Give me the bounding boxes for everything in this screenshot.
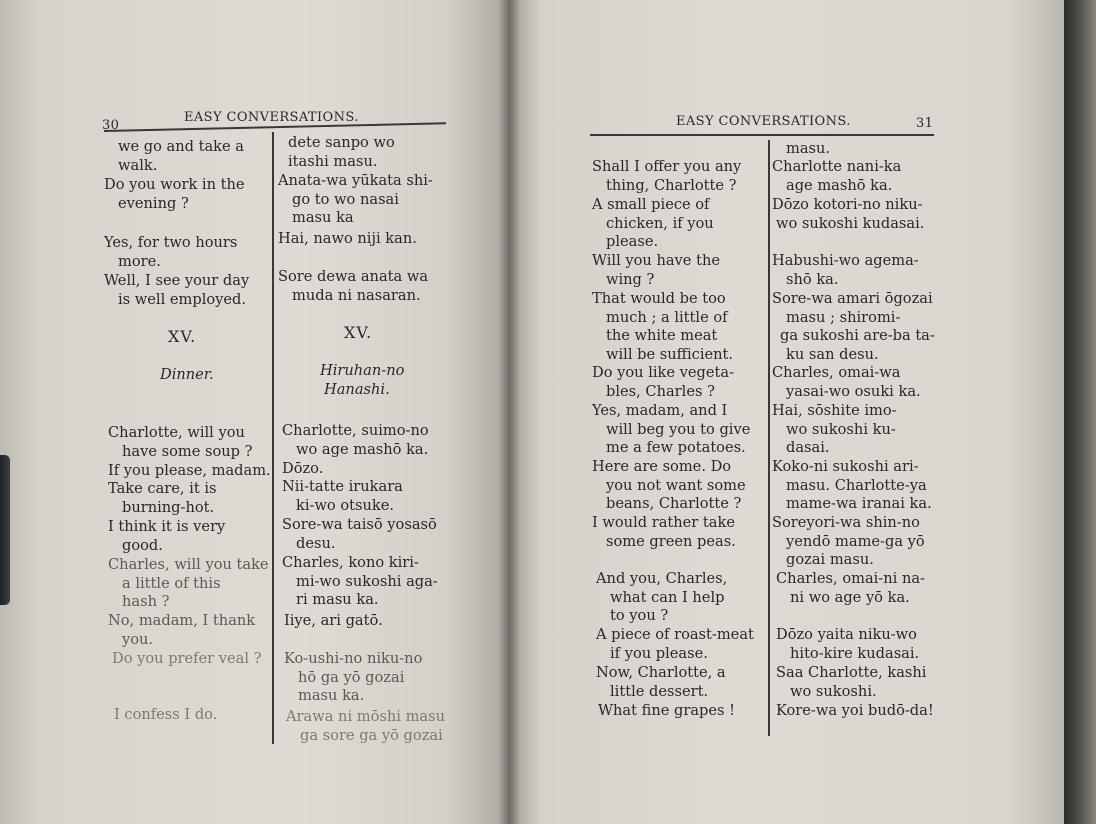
line: Dōzo kotori-no niku- xyxy=(772,196,923,213)
entry xyxy=(278,268,428,305)
line: What fine grapes ! xyxy=(598,702,736,719)
line: yendō mame-ga yō xyxy=(786,532,925,550)
entry xyxy=(592,514,736,551)
line: age mashō ka. xyxy=(786,176,893,194)
entry xyxy=(772,364,921,401)
entry xyxy=(592,458,746,514)
entry xyxy=(786,140,830,159)
header-rule-right xyxy=(590,134,934,136)
entry xyxy=(596,664,726,701)
column-rule-right xyxy=(768,140,770,736)
line: you not want some xyxy=(606,476,746,494)
line: some green peas. xyxy=(606,532,736,550)
line: wo sukoshi. xyxy=(790,682,877,700)
line: hō ga yō gozai xyxy=(298,668,405,686)
entry xyxy=(772,252,919,289)
entry xyxy=(592,252,720,289)
line: That would be too xyxy=(592,290,726,307)
line: Will you have the xyxy=(592,252,720,269)
line: Koko-ni sukoshi ari- xyxy=(772,458,919,475)
line: itashi masu. xyxy=(288,152,378,170)
running-head-right: EASY CONVERSATIONS. xyxy=(676,114,851,129)
entry xyxy=(104,272,266,309)
line: ku san desu. xyxy=(786,345,879,363)
entry xyxy=(114,706,280,725)
entry xyxy=(278,172,433,228)
line: bles, Charles ? xyxy=(606,382,715,400)
entry xyxy=(592,196,714,252)
line: Dinner. xyxy=(160,366,214,383)
entry xyxy=(108,480,270,517)
line: Charles, omai-ni na- xyxy=(776,570,925,587)
entry xyxy=(112,650,278,669)
line: go to wo nasai xyxy=(292,190,399,208)
line: me a few potatoes. xyxy=(606,439,746,457)
entry xyxy=(282,516,437,553)
line: Arawa ni mōshi masu xyxy=(286,708,445,725)
line: little dessert. xyxy=(610,682,709,700)
line: what can I help xyxy=(610,588,725,606)
entry xyxy=(288,134,395,171)
line: Dōzo yaita niku-wo xyxy=(776,626,917,643)
line: to you ? xyxy=(610,607,669,625)
line: shō ka. xyxy=(786,270,839,288)
line: if you please. xyxy=(610,644,708,662)
line: Well, I see your day xyxy=(104,272,250,289)
line: ga sore ga yō gozai xyxy=(300,726,443,744)
entry xyxy=(108,612,274,649)
line: hito-kire kudasai. xyxy=(790,644,920,662)
line: Nii-tatte irukara xyxy=(282,478,403,495)
line: masu ka xyxy=(292,209,354,227)
entry xyxy=(592,290,733,364)
line: No, madam, I thank xyxy=(108,612,256,629)
entry xyxy=(108,462,270,481)
line: masu ka. xyxy=(298,687,365,705)
entry xyxy=(592,364,734,401)
line: wo sukoshi kudasai. xyxy=(776,214,925,232)
line: Ko-ushi-no niku-no xyxy=(284,650,423,667)
line: Habushi-wo agema- xyxy=(772,252,919,269)
line: thing, Charlotte ? xyxy=(606,176,737,194)
line: Hai, nawo niji kan. xyxy=(278,230,417,247)
line: wing ? xyxy=(606,270,655,288)
line: A small piece of xyxy=(592,196,710,213)
line: burning-hot. xyxy=(122,498,215,516)
line: Do you prefer veal ? xyxy=(112,650,262,667)
line: more. xyxy=(118,252,161,270)
line: I would rather take xyxy=(592,514,735,531)
section-title xyxy=(160,366,214,385)
line: ri masu ka. xyxy=(296,591,379,609)
line: walk. xyxy=(118,156,158,174)
line: have some soup ? xyxy=(122,442,253,460)
line: chicken, if you xyxy=(606,214,714,232)
line: Sore-wa taisō yosasō xyxy=(282,516,437,533)
page-number-left: 30 xyxy=(102,118,120,133)
line: Take care, it is xyxy=(108,480,217,497)
line: is well employed. xyxy=(118,290,247,308)
entry xyxy=(104,234,266,271)
line: will be sufficient. xyxy=(606,345,734,363)
book-gutter xyxy=(498,0,520,824)
entry xyxy=(282,554,438,610)
line: masu ; shiromi- xyxy=(786,308,901,326)
running-head-left: EASY CONVERSATIONS. xyxy=(184,110,359,125)
entry xyxy=(108,556,274,612)
line: a little of this xyxy=(122,574,221,592)
binding-clip xyxy=(0,455,10,605)
entry xyxy=(282,422,429,459)
line: beans, Charlotte ? xyxy=(606,495,742,513)
entry xyxy=(278,230,417,249)
line: we go and take a xyxy=(118,138,244,155)
line: Sore dewa anata wa xyxy=(278,268,429,285)
line: XV. xyxy=(344,323,373,342)
line: desu. xyxy=(296,534,336,552)
line: yasai-wo osuki ka. xyxy=(786,382,921,400)
line: the white meat xyxy=(606,327,718,345)
line: Charlotte, suimo-no xyxy=(282,422,429,439)
line: Do you work in the xyxy=(104,176,245,193)
line: ni wo age yō ka. xyxy=(790,588,910,606)
line: If you please, madam. xyxy=(108,462,271,479)
entry xyxy=(592,158,741,195)
entry xyxy=(284,650,422,706)
line: ga sukoshi are-ba ta- xyxy=(780,327,935,345)
line: Kore-wa yoi budō-da! xyxy=(776,702,934,719)
line: you. xyxy=(122,630,154,648)
line: mame-wa iranai ka. xyxy=(786,495,932,513)
entry xyxy=(596,570,727,626)
entry xyxy=(776,702,934,721)
line: A piece of roast-meat xyxy=(596,626,754,643)
line: masu. xyxy=(786,140,831,157)
line: Iiye, ari gatō. xyxy=(284,612,383,629)
section-number xyxy=(344,324,372,343)
entry xyxy=(776,664,926,701)
entry xyxy=(772,514,925,570)
entry xyxy=(284,612,383,631)
line: Charlotte, will you xyxy=(108,424,245,441)
line: wo sukoshi ku- xyxy=(786,420,896,438)
line: wo age mashō ka. xyxy=(296,440,429,458)
entry xyxy=(772,158,901,195)
line: And you, Charles, xyxy=(596,570,728,587)
line: please. xyxy=(606,233,659,251)
entry xyxy=(282,460,323,479)
line: Shall I offer you any xyxy=(592,158,742,175)
line: Sore-wa amari ōgozai xyxy=(772,290,933,307)
line: Saa Charlotte, kashi xyxy=(776,664,927,681)
entry xyxy=(772,196,924,233)
line: hash ? xyxy=(122,593,170,611)
line: Do you like vegeta- xyxy=(592,364,735,381)
line: good. xyxy=(122,536,163,554)
entry xyxy=(104,138,266,175)
line: Here are some. Do xyxy=(592,458,732,475)
line: XV. xyxy=(168,327,197,346)
line: Soreyori-wa shin-no xyxy=(772,514,920,531)
line: Now, Charlotte, a xyxy=(596,664,726,681)
entry xyxy=(772,402,897,458)
entry xyxy=(282,478,403,515)
page-number-right: 31 xyxy=(916,116,934,131)
line: Yes, madam, and I xyxy=(592,402,728,419)
line: Charles, will you take xyxy=(108,556,269,573)
line: mi-wo sukoshi aga- xyxy=(296,572,438,590)
line: Hiruhan-no xyxy=(320,362,405,379)
line: Charles, omai-wa xyxy=(772,364,901,381)
section-number xyxy=(168,328,196,347)
entry xyxy=(286,708,445,745)
entry xyxy=(772,458,932,514)
entry xyxy=(108,424,270,461)
line: Hai, sōshite imo- xyxy=(772,402,897,419)
line: I confess I do. xyxy=(114,706,218,723)
entry xyxy=(772,290,935,364)
line: gozai masu. xyxy=(786,551,874,569)
line: muda ni nasaran. xyxy=(292,286,421,304)
line: Charles, kono kiri- xyxy=(282,554,419,571)
line: dete sanpo wo xyxy=(288,134,395,151)
line: Dōzo. xyxy=(282,460,324,477)
line: Hanashi. xyxy=(324,380,390,398)
entry xyxy=(592,402,750,458)
entry xyxy=(776,570,925,607)
entry xyxy=(596,626,754,663)
section-title xyxy=(320,362,404,399)
line: masu. Charlotte-ya xyxy=(786,476,927,494)
line: will beg you to give xyxy=(606,420,751,438)
book-cover-edge xyxy=(1064,0,1096,824)
entry xyxy=(776,626,919,663)
line: Yes, for two hours xyxy=(104,234,238,251)
line: Charlotte nani-ka xyxy=(772,158,902,175)
line: Anata-wa yūkata shi- xyxy=(278,172,433,189)
entry xyxy=(108,518,270,555)
line: ki-wo otsuke. xyxy=(296,496,395,514)
line: evening ? xyxy=(118,194,189,212)
entry xyxy=(598,702,735,721)
line: I think it is very xyxy=(108,518,226,535)
line: much ; a little of xyxy=(606,308,728,326)
line: dasai. xyxy=(786,439,830,457)
entry xyxy=(104,176,266,213)
